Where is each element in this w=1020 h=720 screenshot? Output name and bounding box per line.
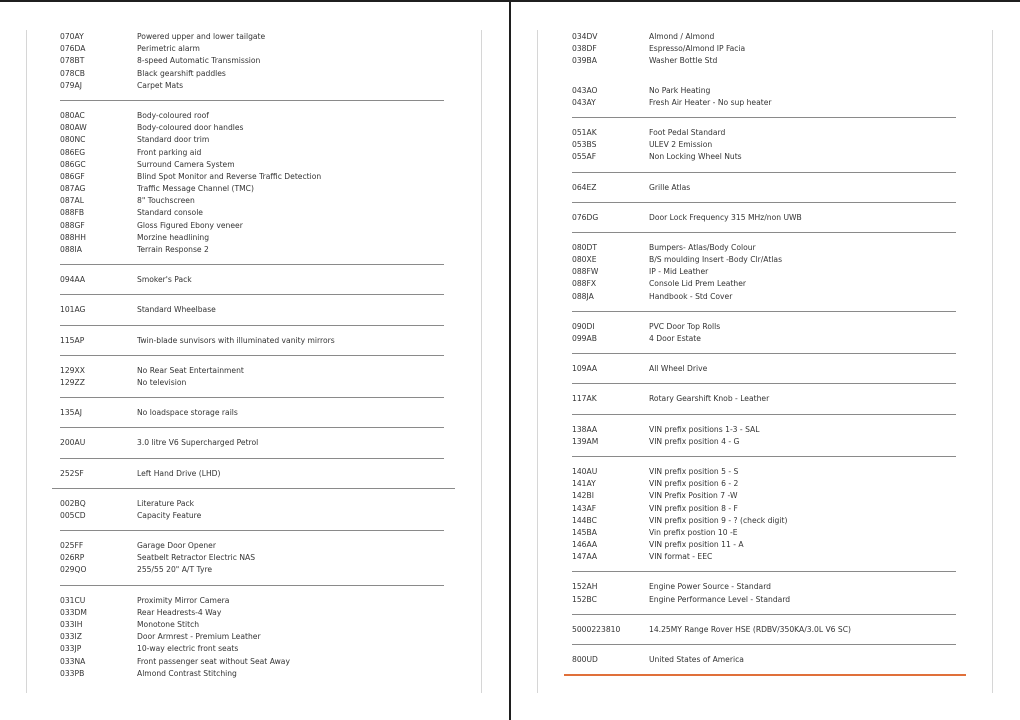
option-description: VIN prefix position 11 - A [649, 540, 744, 550]
option-code: 029QO [60, 565, 87, 575]
option-code: 5000223810 [572, 624, 621, 634]
option-description: Gloss Figured Ebony veneer [137, 220, 243, 230]
option-description: Terrain Response 2 [137, 245, 209, 254]
option-code: 005CD [60, 510, 86, 520]
option-code: 033DM [60, 607, 87, 617]
option-row [60, 643, 444, 655]
option-row [60, 43, 444, 55]
option-row [572, 31, 956, 43]
option-row [572, 333, 956, 345]
option-description: Black gearshift paddles [137, 68, 226, 78]
option-description: IP - Mid Leather [649, 267, 709, 277]
option-row [60, 304, 444, 316]
option-code: 025FF [60, 541, 84, 551]
option-description: Powered upper and lower tailgate [137, 32, 266, 41]
option-group [60, 365, 444, 389]
section-spacer [572, 68, 956, 85]
option-code: 078CB [60, 68, 86, 78]
option-row [572, 490, 956, 502]
option-description: Left Hand Drive (LHD) [137, 468, 221, 478]
option-row [60, 134, 444, 146]
option-row [572, 212, 956, 224]
option-row [572, 478, 956, 490]
option-code: 051AK [572, 127, 597, 137]
option-row [60, 552, 444, 564]
option-code: 115AP [60, 335, 85, 345]
option-description: Perimetric alarm [137, 44, 200, 54]
option-code: 086GF [60, 171, 85, 181]
option-group [60, 274, 444, 286]
option-code: 088HH [60, 232, 86, 242]
section-separator [572, 202, 956, 203]
right-page-right-margin-line [992, 30, 993, 693]
option-description: Bumpers- Atlas/Body Colour [649, 242, 756, 252]
option-row [60, 510, 444, 522]
option-group [572, 393, 956, 405]
option-code: 026RP [60, 553, 85, 563]
option-row [572, 515, 956, 527]
option-row [572, 85, 956, 97]
option-code: 080AC [60, 110, 85, 120]
option-group [60, 595, 444, 680]
option-group [572, 363, 956, 375]
option-code: 200AU [60, 438, 86, 448]
option-description: B/S moulding Insert -Body Clr/Atlas [649, 255, 783, 265]
option-description: Door Lock Frequency 315 MHz/non UWB [649, 212, 802, 222]
option-row [572, 393, 956, 405]
option-description: VIN prefix position 4 - G [649, 436, 740, 446]
option-group [572, 321, 956, 345]
option-description: VIN prefix position 6 - 2 [649, 479, 739, 489]
option-row [572, 424, 956, 436]
option-code: 033JP [60, 644, 82, 654]
section-separator [60, 530, 444, 531]
option-description: Body-coloured door handles [137, 123, 244, 133]
option-description: VIN prefix positions 1-3 - SAL [649, 424, 760, 434]
option-group [572, 212, 956, 224]
option-description: Vin prefix postion 10 -E [649, 527, 738, 537]
option-code: 135AJ [60, 408, 82, 418]
option-row [572, 581, 956, 593]
option-row [60, 656, 444, 668]
option-row [60, 171, 444, 183]
option-code: 101AG [60, 305, 86, 315]
option-row [60, 668, 444, 680]
section-separator [60, 325, 444, 326]
option-row [572, 242, 956, 254]
option-row [572, 127, 956, 139]
option-row [60, 159, 444, 171]
option-group [60, 540, 444, 577]
option-group [572, 182, 956, 194]
option-description: No loadspace storage rails [137, 408, 238, 418]
option-row [572, 55, 956, 67]
option-code: 109AA [572, 364, 598, 374]
option-group [60, 437, 444, 449]
option-row [60, 619, 444, 631]
option-description: Traffic Message Channel (TMC) [137, 184, 254, 194]
option-description: Engine Performance Level - Standard [649, 594, 791, 604]
option-row [572, 363, 956, 375]
option-code: 038DF [572, 44, 597, 54]
option-code: 088IA [60, 245, 82, 254]
option-row [60, 540, 444, 552]
option-description: 3.0 litre V6 Supercharged Petrol [137, 438, 259, 448]
option-group [572, 466, 956, 564]
option-description: 10-way electric front seats [137, 644, 239, 654]
option-code: 088JA [572, 291, 594, 301]
option-row [60, 55, 444, 67]
option-code: 087AG [60, 184, 86, 194]
option-row [60, 498, 444, 510]
option-code: 034DV [572, 32, 598, 41]
option-code: 055AF [572, 152, 597, 162]
section-separator [60, 264, 444, 265]
section-separator [572, 456, 956, 457]
option-code: 080DT [572, 242, 597, 252]
option-description: Blind Spot Monitor and Reverse Traffic Detection [137, 171, 322, 181]
option-description: Garage Door Opener [137, 541, 216, 551]
option-code: 099AB [572, 334, 597, 343]
left-page [60, 31, 444, 680]
option-code: 080AW [60, 123, 87, 133]
option-code: 141AY [572, 479, 596, 489]
option-row [572, 466, 956, 478]
option-code: 080NC [60, 135, 86, 145]
section-separator [572, 172, 956, 173]
option-description: Monotone Stitch [137, 620, 200, 629]
option-code: 031CU [60, 595, 86, 605]
option-code: 152BC [572, 594, 597, 604]
end-separator [564, 674, 966, 676]
option-code: 053BS [572, 140, 597, 150]
option-code: 064EZ [572, 182, 597, 192]
option-row [572, 551, 956, 563]
option-row [60, 207, 444, 219]
option-group [60, 498, 444, 522]
option-description: Carpet Mats [137, 80, 184, 90]
option-description: 4 Door Estate [649, 334, 701, 343]
option-code: 138AA [572, 424, 598, 434]
option-row [572, 139, 956, 151]
option-code: 129XX [60, 365, 85, 375]
option-code: 086GC [60, 159, 86, 169]
left-page-margin-line [26, 30, 27, 693]
option-group [60, 407, 444, 419]
option-group [60, 304, 444, 316]
option-code: 088FX [572, 279, 597, 289]
option-description: United States of America [649, 655, 744, 664]
section-separator [572, 614, 956, 615]
option-row [572, 527, 956, 539]
option-group [572, 624, 956, 636]
option-code: 033IZ [60, 632, 82, 642]
option-description: Standard Wheelbase [137, 305, 216, 315]
option-row [60, 631, 444, 643]
option-row [60, 232, 444, 244]
option-description: Almond / Almond [649, 32, 715, 41]
option-group [572, 242, 956, 303]
option-description: Foot Pedal Standard [649, 127, 726, 137]
option-code: 143AF [572, 503, 597, 513]
option-code: 043AO [572, 85, 598, 95]
option-row [572, 151, 956, 163]
option-code: 117AK [572, 394, 597, 404]
option-code: 076DG [572, 212, 599, 222]
option-row [60, 122, 444, 134]
option-code: 139AM [572, 436, 599, 446]
option-code: 252SF [60, 468, 84, 478]
option-description: Almond Contrast Stitching [137, 668, 237, 678]
option-code: 070AY [60, 32, 84, 41]
option-description: Capacity Feature [137, 510, 202, 520]
option-description: Non Locking Wheel Nuts [649, 152, 742, 162]
option-description: Console Lid Prem Leather [649, 279, 747, 289]
option-row [572, 278, 956, 290]
option-code: 080XE [572, 255, 597, 265]
option-code: 076DA [60, 44, 86, 54]
option-group [572, 581, 956, 605]
section-separator [60, 585, 444, 586]
option-row [60, 183, 444, 195]
section-separator [572, 414, 956, 415]
option-row [572, 43, 956, 55]
section-separator [52, 488, 455, 489]
option-group [60, 468, 444, 480]
section-separator [572, 311, 956, 312]
option-row [60, 437, 444, 449]
option-group [572, 127, 956, 164]
option-description: No television [137, 377, 187, 387]
option-description: 8-speed Automatic Transmission [137, 56, 261, 66]
option-code: 002BQ [60, 498, 86, 508]
option-description: Standard door trim [137, 135, 210, 145]
option-row [60, 335, 444, 347]
option-row [60, 468, 444, 480]
option-code: 144BC [572, 515, 597, 525]
section-separator [572, 232, 956, 233]
option-row [60, 68, 444, 80]
section-separator [572, 117, 956, 118]
option-row [60, 274, 444, 286]
option-row [572, 594, 956, 606]
option-row [572, 291, 956, 303]
option-description: Surround Camera System [137, 159, 235, 169]
option-row [572, 254, 956, 266]
option-description: ULEV 2 Emission [649, 140, 713, 150]
option-group [60, 31, 444, 92]
option-row [60, 195, 444, 207]
option-description: No Park Heating [649, 85, 711, 95]
option-description: 255/55 20" A/T Tyre [137, 565, 213, 575]
option-code: 800UD [572, 655, 598, 664]
option-group [60, 335, 444, 347]
section-separator [572, 353, 956, 354]
option-row [60, 377, 444, 389]
option-description: Morzine headlining [137, 232, 210, 242]
section-separator [60, 427, 444, 428]
section-separator [572, 571, 956, 572]
option-group [60, 110, 444, 256]
option-row [572, 654, 956, 666]
left-page-right-margin-line [481, 30, 482, 693]
option-row [572, 182, 956, 194]
right-page [572, 31, 956, 685]
option-row [572, 266, 956, 278]
option-description: Engine Power Source - Standard [649, 582, 772, 592]
option-code: 043AY [572, 97, 596, 107]
option-row [60, 244, 444, 256]
option-code: 033IH [60, 620, 83, 629]
option-row [60, 564, 444, 576]
option-row [60, 31, 444, 43]
option-description: VIN prefix position 8 - F [649, 503, 738, 513]
right-page-margin-line [537, 30, 538, 693]
option-row [572, 539, 956, 551]
option-code: 033NA [60, 656, 86, 666]
section-separator [572, 644, 956, 645]
option-row [572, 436, 956, 448]
option-code: 129ZZ [60, 377, 85, 387]
option-description: No Rear Seat Entertainment [137, 365, 244, 375]
section-separator [60, 355, 444, 356]
option-description: Washer Bottle Std [649, 56, 718, 66]
option-code: 087AL [60, 196, 84, 206]
option-description: Twin-blade sunvisors with illuminated vanity mirrors [137, 335, 335, 345]
option-description: Espresso/Almond IP Facia [649, 44, 746, 54]
option-row [60, 147, 444, 159]
option-description: Literature Pack [137, 498, 195, 508]
option-description: VIN Prefix Position 7 -W [649, 491, 738, 501]
option-code: 145BA [572, 527, 597, 537]
option-row [60, 607, 444, 619]
option-description: Smoker's Pack [137, 275, 192, 285]
option-description: Handbook - Std Cover [649, 291, 733, 301]
option-description: VIN format - EEC [649, 552, 713, 562]
option-row [60, 110, 444, 122]
option-row [60, 407, 444, 419]
option-description: Standard console [137, 208, 203, 218]
section-separator [60, 397, 444, 398]
option-description: Rotary Gearshift Knob - Leather [649, 394, 770, 404]
option-description: 14.25MY Range Rover HSE (RDBV/350KA/3.0L V6 SC) [649, 624, 852, 634]
option-description: VIN prefix position 9 - ? (check digit) [649, 515, 788, 525]
option-description: Body-coloured roof [137, 110, 209, 120]
option-code: 088FB [60, 208, 85, 218]
section-separator [572, 383, 956, 384]
option-description: PVC Door Top Rolls [649, 321, 721, 331]
option-code: 033PB [60, 668, 85, 678]
option-description: Seatbelt Retractor Electric NAS [137, 553, 256, 563]
option-code: 086EG [60, 147, 86, 157]
option-row [60, 365, 444, 377]
option-code: 142BI [572, 491, 594, 501]
option-group [572, 31, 956, 68]
option-code: 146AA [572, 540, 598, 550]
option-description: Front passenger seat without Seat Away [137, 656, 290, 666]
option-description: All Wheel Drive [649, 364, 708, 374]
option-row [60, 595, 444, 607]
option-row [572, 321, 956, 333]
section-separator [60, 100, 444, 101]
option-description: Fresh Air Heater - No sup heater [649, 97, 772, 107]
option-description: Rear Headrests-4 Way [137, 607, 222, 617]
option-code: 140AU [572, 466, 598, 476]
option-code: 152AH [572, 582, 598, 592]
option-row [60, 220, 444, 232]
page-divider [509, 0, 511, 720]
option-code: 088FW [572, 267, 599, 277]
option-description: 8" Touchscreen [137, 196, 195, 206]
option-group [572, 654, 956, 666]
option-description: Door Armrest - Premium Leather [137, 632, 261, 642]
option-description: Grille Atlas [649, 182, 691, 192]
option-code: 094AA [60, 275, 86, 285]
option-code: 147AA [572, 552, 598, 562]
option-row [572, 503, 956, 515]
option-code: 039BA [572, 56, 597, 66]
option-group [572, 85, 956, 109]
option-row [60, 80, 444, 92]
option-code: 090DI [572, 321, 595, 331]
section-separator [60, 294, 444, 295]
option-code: 078BT [60, 56, 85, 66]
option-code: 079AJ [60, 80, 82, 90]
option-group [572, 424, 956, 448]
option-row [572, 624, 956, 636]
option-description: VIN prefix position 5 - S [649, 466, 739, 476]
option-code: 088GF [60, 220, 85, 230]
option-row [572, 97, 956, 109]
option-description: Proximity Mirror Camera [137, 595, 230, 605]
option-description: Front parking aid [137, 147, 202, 157]
section-separator [60, 458, 444, 459]
